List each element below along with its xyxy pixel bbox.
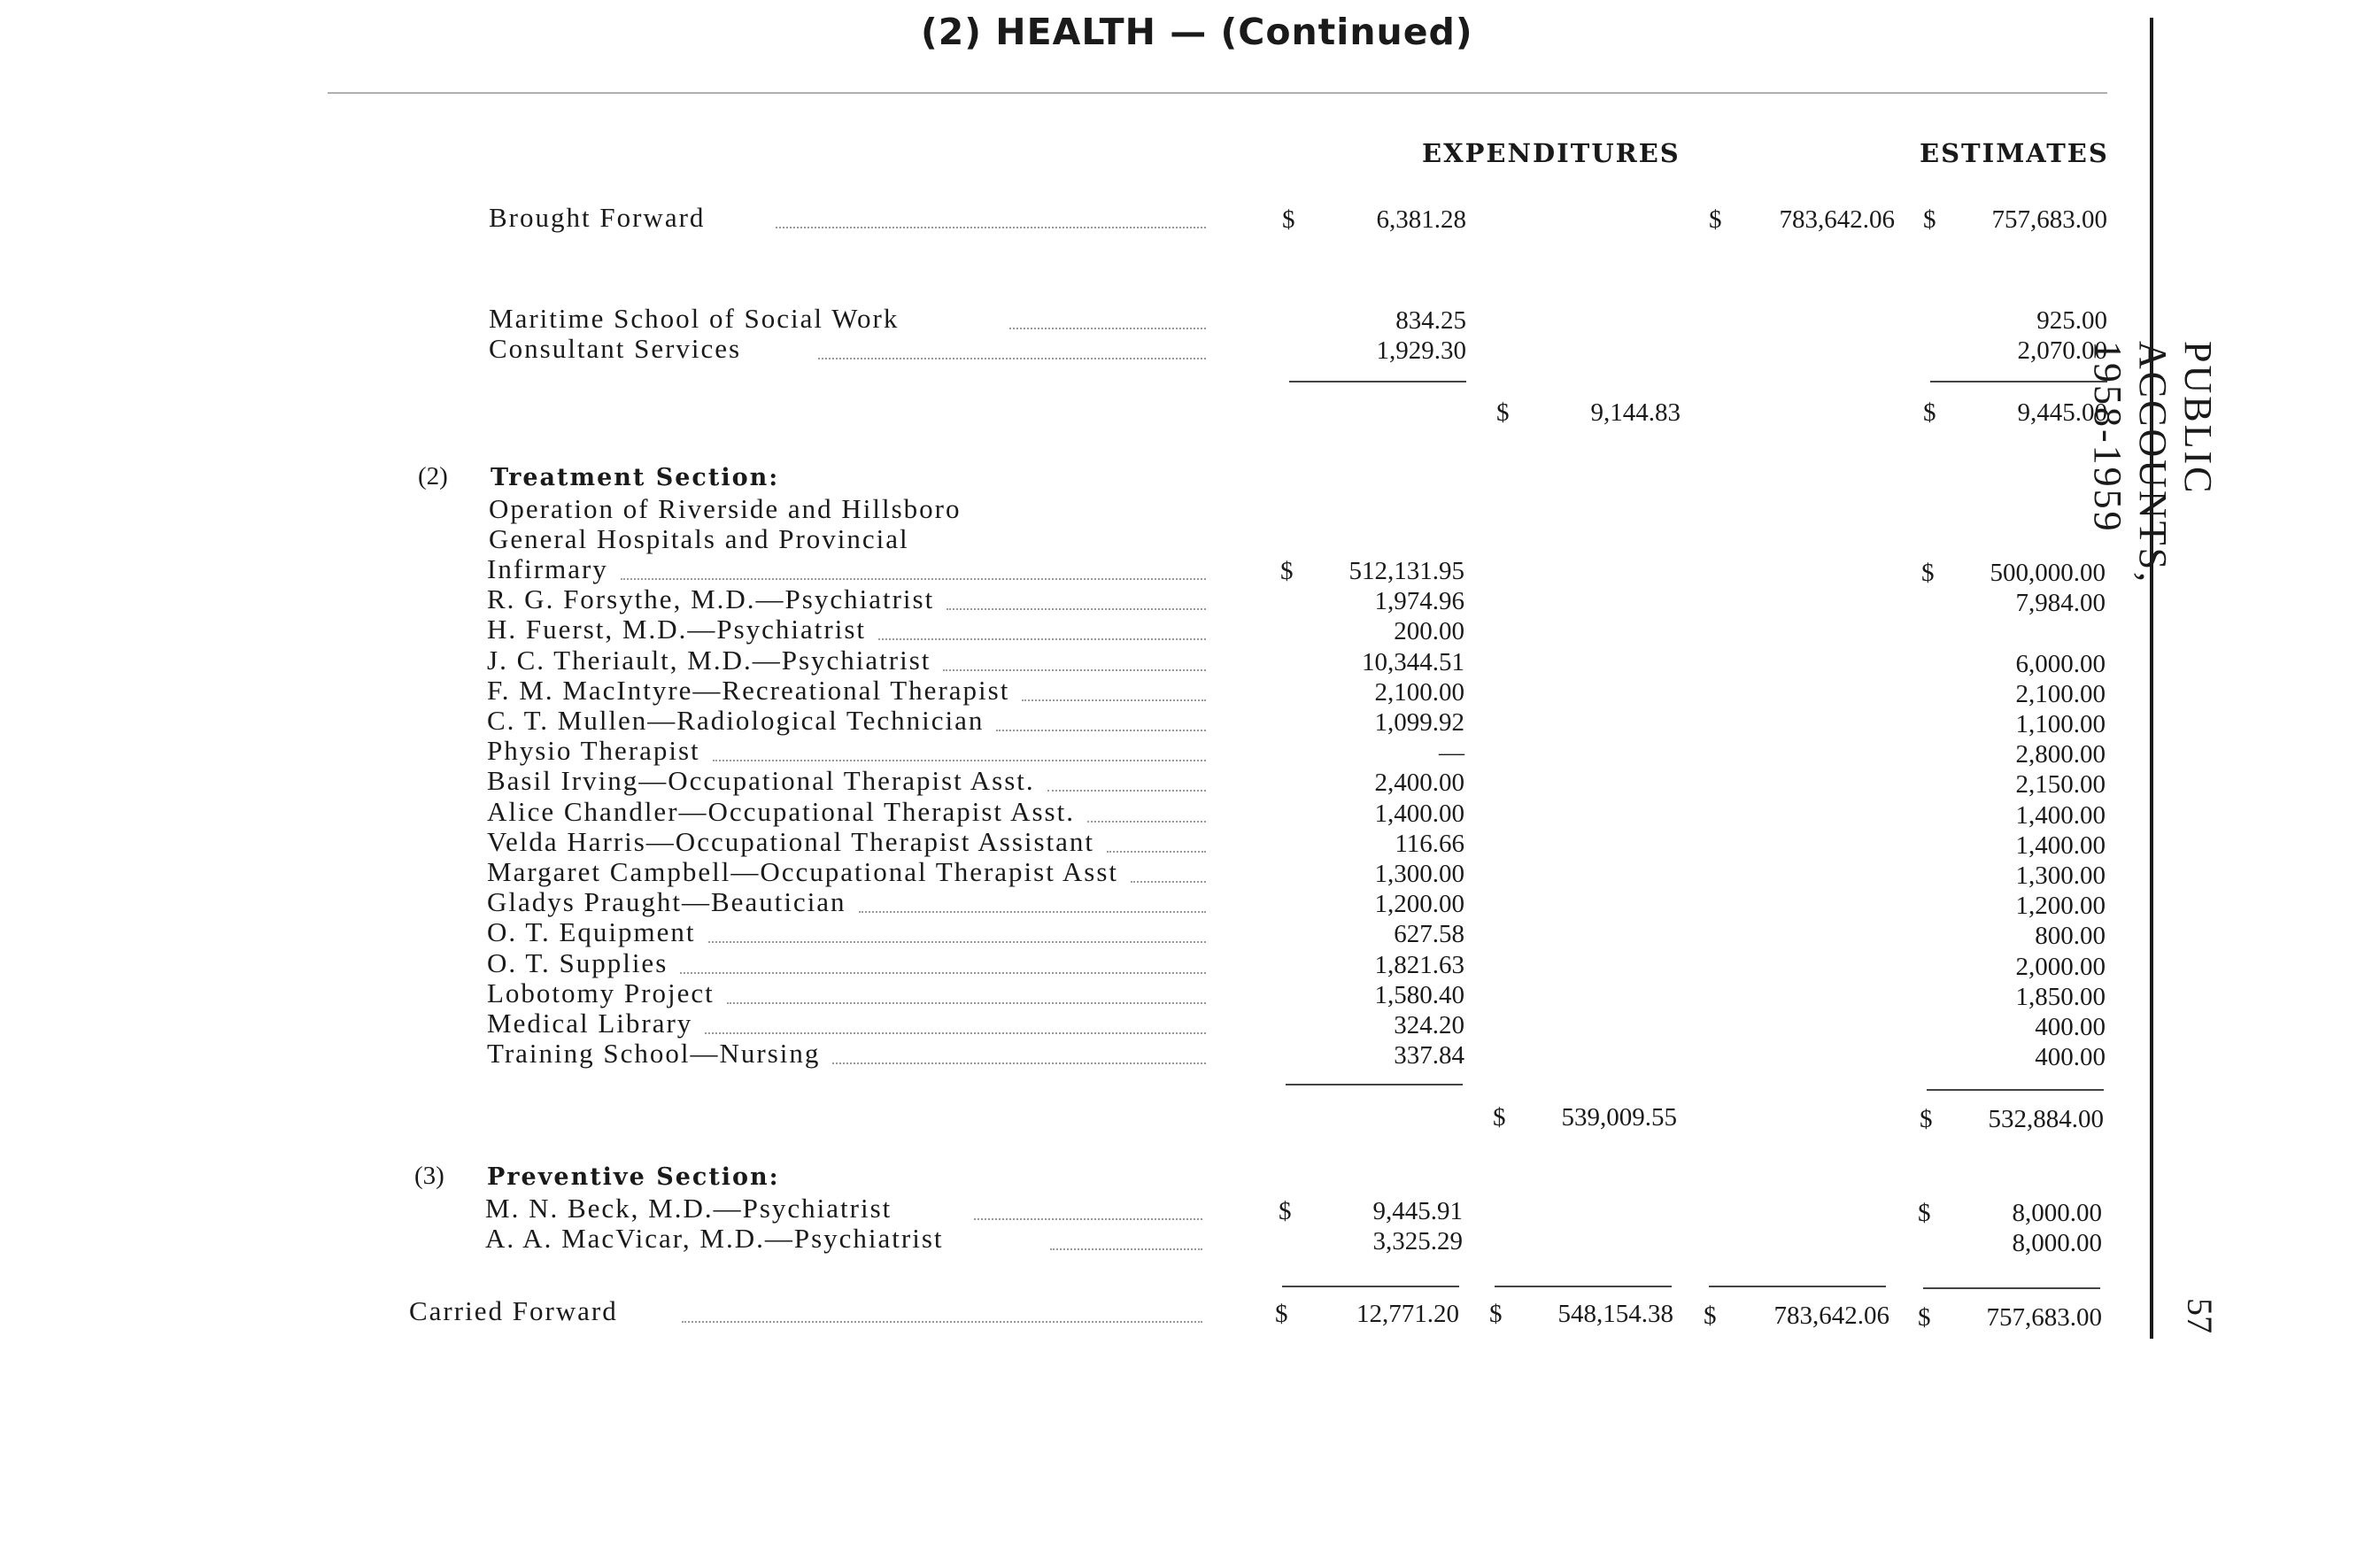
section-heading: Preventive Section: — [487, 1163, 780, 1191]
dollar-sign: $ — [1704, 1302, 1717, 1330]
leader-dots — [727, 1002, 1206, 1004]
row-label: Physio Therapist — [487, 735, 700, 766]
leader-dots — [1087, 821, 1206, 823]
expenditure-value: 1,929.30 — [1376, 336, 1466, 365]
section-number: (2) — [418, 462, 448, 491]
row-label: Training School—Nursing — [487, 1038, 821, 1069]
expenditure-value: 9,445.91 — [1372, 1197, 1463, 1225]
row-label: H. Fuerst, M.D.—Psychiatrist — [487, 614, 866, 645]
expenditure-value: — — [1439, 738, 1464, 767]
expenditure-value: 1,099.92 — [1374, 708, 1464, 737]
estimate-value: 1,400.00 — [2015, 801, 2106, 830]
estimate-value: 1,850.00 — [2015, 983, 2106, 1011]
expenditure-value: 1,580.40 — [1374, 981, 1464, 1009]
subtotal-value: 9,144.83 — [1590, 398, 1681, 427]
estimate-value: 757,683.00 — [1986, 1303, 2102, 1332]
leader-dots — [1050, 1248, 1202, 1250]
expenditure-value: 6,381.28 — [1376, 205, 1466, 234]
leader-dots — [621, 578, 1206, 580]
expenditure-value: 200.00 — [1394, 617, 1464, 645]
estimate-value: 400.00 — [2035, 1043, 2106, 1071]
leader-dots — [1022, 699, 1206, 701]
expenditure-value: 10,344.51 — [1362, 648, 1464, 676]
dollar-sign: $ — [1496, 398, 1510, 427]
total-rule — [1709, 1286, 1886, 1287]
leader-dots — [974, 1218, 1202, 1220]
leader-dots — [947, 608, 1206, 610]
section-heading: Treatment Section: — [491, 464, 780, 491]
row-label: Consultant Services — [489, 333, 742, 364]
leader-dots — [705, 1032, 1206, 1034]
expenditure-value: 512,131.95 — [1348, 557, 1464, 585]
leader-dots — [832, 1062, 1206, 1064]
expenditure-value: 2,100.00 — [1374, 678, 1464, 707]
dollar-sign: $ — [1923, 398, 1936, 427]
dollar-sign: $ — [1918, 1303, 1931, 1332]
row-label: Lobotomy Project — [487, 977, 715, 1008]
leader-dots — [1131, 881, 1206, 883]
header-rule — [328, 92, 2107, 94]
row-label: Carried Forward — [409, 1295, 618, 1326]
estimate-value: 9,445.00 — [2017, 398, 2107, 427]
row-label: A. A. MacVicar, M.D.—Psychiatrist — [485, 1223, 944, 1254]
margin-rule — [2150, 18, 2153, 1339]
subtotal-value: 548,154.38 — [1557, 1300, 1673, 1328]
expenditure-value: 1,300.00 — [1374, 860, 1464, 888]
estimate-value: 1,300.00 — [2015, 861, 2106, 890]
estimate-value: 2,150.00 — [2015, 770, 2106, 799]
leader-dots — [818, 358, 1206, 359]
row-label: Velda Harris—Occupational Therapist Assistant — [487, 826, 1095, 857]
section-number: (3) — [414, 1162, 444, 1190]
dollar-sign: $ — [1275, 1300, 1288, 1328]
row-label: J. C. Theriault, M.D.—Psychiatrist — [487, 645, 931, 676]
dollar-sign: $ — [1709, 205, 1722, 234]
total-rule — [1282, 1286, 1459, 1287]
estimate-value: 8,000.00 — [2012, 1199, 2102, 1227]
row-label: Alice Chandler—Occupational Therapist Asst. — [487, 796, 1075, 827]
leader-dots — [776, 227, 1206, 228]
leader-dots — [1047, 790, 1206, 792]
intro-line: Operation of Riverside and Hillsboro — [489, 493, 962, 524]
expenditure-value: 324.20 — [1394, 1011, 1464, 1039]
row-label: Brought Forward — [489, 202, 706, 233]
estimate-value: 925.00 — [2036, 306, 2107, 335]
expenditure-value: 2,400.00 — [1374, 769, 1464, 797]
subtotal-rule — [1289, 381, 1466, 382]
leader-dots — [1107, 851, 1206, 853]
total-rule — [1495, 1286, 1672, 1287]
expenditure-value: 116.66 — [1395, 830, 1464, 858]
dollar-sign: $ — [1923, 205, 1936, 234]
row-label: Infirmary — [487, 553, 608, 584]
estimate-value: 532,884.00 — [1988, 1105, 2104, 1133]
estimate-value: 757,683.00 — [1991, 205, 2107, 234]
leader-dots — [1009, 328, 1206, 329]
leader-dots — [943, 669, 1206, 671]
row-label: Basil Irving—Occupational Therapist Asst. — [487, 765, 1035, 796]
leader-dots — [708, 941, 1206, 943]
estimate-value: 2,100.00 — [2015, 680, 2106, 708]
dollar-sign: $ — [1921, 559, 1935, 587]
leader-dots — [682, 1321, 1202, 1323]
estimate-value: 8,000.00 — [2012, 1229, 2102, 1257]
leader-dots — [680, 972, 1206, 974]
expenditure-value: 12,771.20 — [1356, 1300, 1459, 1328]
estimate-value: 1,100.00 — [2015, 710, 2106, 738]
estimate-value: 2,070.00 — [2017, 336, 2107, 365]
dollar-sign: $ — [1493, 1103, 1506, 1132]
estimate-value: 2,800.00 — [2015, 740, 2106, 769]
estimate-value: 1,400.00 — [2015, 831, 2106, 860]
estimate-value: 400.00 — [2035, 1013, 2106, 1041]
expenditure-value: 1,400.00 — [1374, 800, 1464, 828]
subtotal-value: 539,009.55 — [1561, 1103, 1677, 1132]
dollar-sign: $ — [1918, 1199, 1931, 1227]
expenditure-value: 1,200.00 — [1374, 890, 1464, 918]
expenditure-value: 627.58 — [1394, 920, 1464, 948]
row-label: R. G. Forsythe, M.D.—Psychiatrist — [487, 583, 935, 614]
subtotal-rule — [1930, 381, 2107, 382]
estimate-value: 800.00 — [2035, 922, 2106, 950]
column-header-estimates: ESTIMATES — [1920, 138, 2109, 168]
total-rule — [1923, 1287, 2100, 1289]
expenditure-value: 834.25 — [1395, 306, 1466, 335]
leader-dots — [878, 638, 1206, 640]
column-header-expenditures: EXPENDITURES — [1422, 138, 1681, 168]
row-label: F. M. MacIntyre—Recreational Therapist — [487, 675, 1010, 706]
row-label: M. N. Beck, M.D.—Psychiatrist — [485, 1193, 892, 1224]
expenditure-value: 783,642.06 — [1779, 205, 1895, 234]
subtotal-rule — [1927, 1089, 2104, 1091]
running-title: PUBLIC ACCOUNTS, 1958-1959 — [2086, 341, 2220, 585]
page-title: (2) HEALTH — (Continued) — [921, 11, 1473, 53]
dollar-sign: $ — [1282, 205, 1295, 234]
expenditure-value: 1,821.63 — [1374, 951, 1464, 979]
estimate-value: 7,984.00 — [2015, 589, 2106, 617]
dollar-sign: $ — [1489, 1300, 1503, 1328]
estimate-value: 2,000.00 — [2015, 953, 2106, 981]
page-number: 57 — [2180, 1298, 2220, 1333]
leader-dots — [859, 911, 1206, 913]
leader-dots — [713, 760, 1206, 761]
row-label: Maritime School of Social Work — [489, 303, 900, 334]
estimate-value: 6,000.00 — [2015, 650, 2106, 678]
expenditure-value: 3,325.29 — [1372, 1227, 1463, 1255]
row-label: O. T. Supplies — [487, 947, 668, 978]
leader-dots — [996, 730, 1206, 731]
estimate-value: 500,000.00 — [1990, 559, 2106, 587]
subtotal-rule — [1286, 1084, 1463, 1085]
expenditure-value: 337.84 — [1394, 1041, 1464, 1070]
row-label: O. T. Equipment — [487, 916, 696, 947]
row-label: Gladys Praught—Beautician — [487, 886, 846, 917]
dollar-sign: $ — [1279, 1197, 1292, 1225]
row-label: Medical Library — [487, 1008, 693, 1039]
row-label: C. T. Mullen—Radiological Technician — [487, 705, 985, 736]
expenditure-value: 783,642.06 — [1773, 1302, 1889, 1330]
estimate-value: 1,200.00 — [2015, 892, 2106, 920]
dollar-sign: $ — [1280, 557, 1294, 585]
row-label: Margaret Campbell—Occupational Therapist Asst — [487, 856, 1119, 887]
intro-line: General Hospitals and Provincial — [489, 523, 909, 554]
expenditure-value: 1,974.96 — [1374, 587, 1464, 615]
dollar-sign: $ — [1920, 1105, 1933, 1133]
